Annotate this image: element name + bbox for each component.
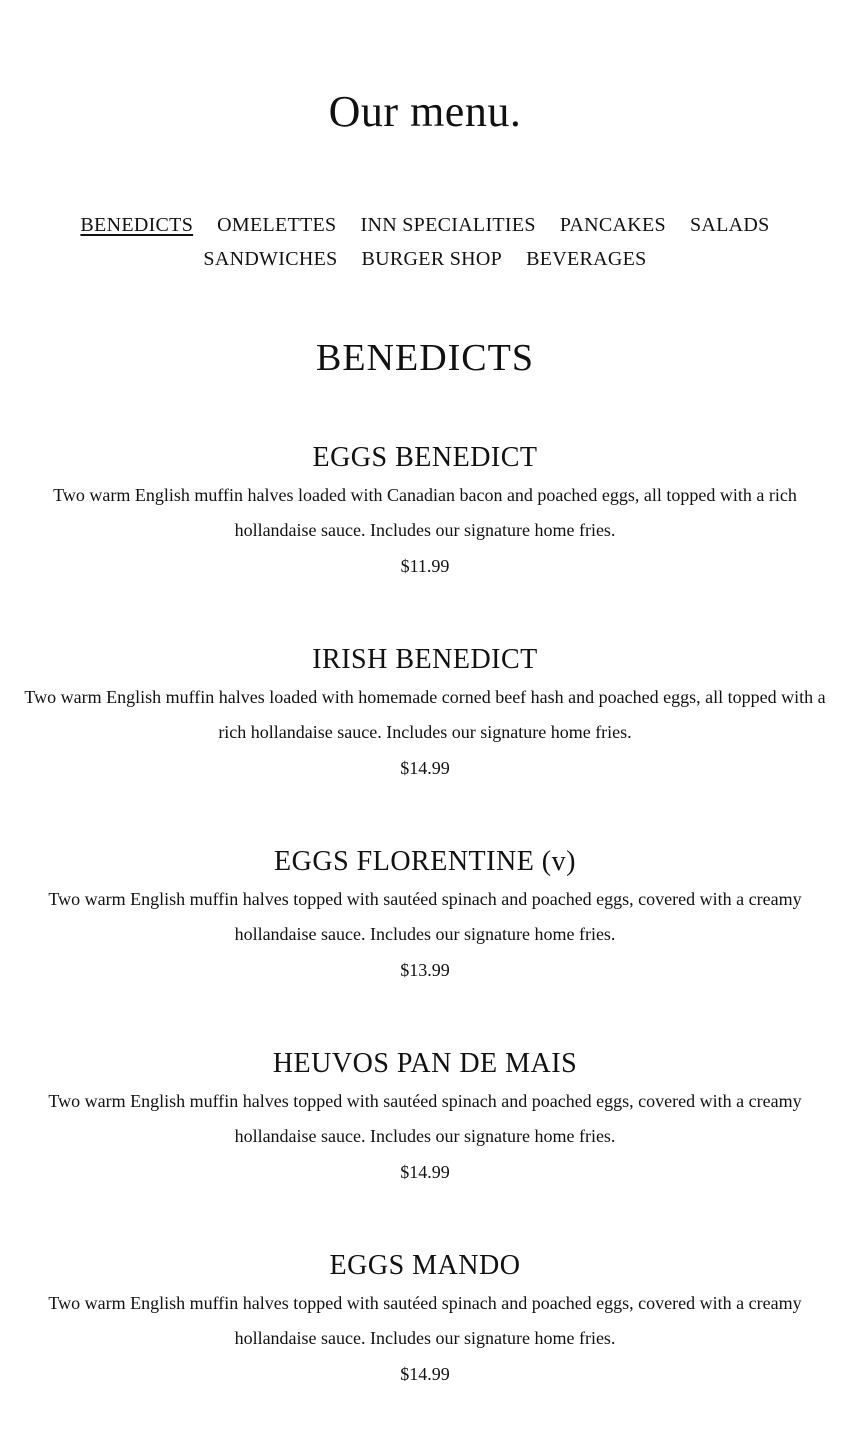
item-price: $11.99 — [400, 556, 450, 576]
nav-row-2 — [0, 242, 850, 276]
section-title: BENEDICTS — [316, 337, 534, 379]
item-name: HEUVOS PAN DE MAIS — [272, 1048, 578, 1079]
menu-item — [0, 1248, 850, 1450]
nav-link-omelettes[interactable]: OMELETTES — [217, 214, 337, 236]
menu-item — [0, 642, 850, 844]
menu-item — [0, 440, 850, 642]
nav-link-benedicts[interactable]: BENEDICTS — [80, 214, 194, 236]
item-description: Two warm English muffin halves topped with sautéed spinach and poached eggs, covered with a creamy hollandaise sauce. Includes our signature home fries. — [48, 889, 802, 944]
nav-row-1 — [0, 208, 850, 242]
item-price: $14.99 — [400, 1364, 450, 1384]
menu-items — [0, 440, 850, 1450]
nav-link-pancakes[interactable]: PANCAKES — [559, 214, 666, 236]
nav-link-burger-shop[interactable]: BURGER SHOP — [361, 248, 503, 270]
category-nav — [0, 208, 850, 276]
menu-item — [0, 844, 850, 1046]
menu-item — [0, 1046, 850, 1248]
item-name: EGGS FLORENTINE (v) — [274, 846, 576, 877]
item-description: Two warm English muffin halves loaded with homemade corned beef hash and poached eggs, all topped with a rich hollandaise sauce. Includes our signature home fries. — [24, 687, 826, 742]
nav-link-salads[interactable]: SALADS — [689, 214, 770, 236]
page-title: Our menu. — [328, 87, 522, 136]
nav-link-inn-specialities[interactable]: INN SPECIALITIES — [360, 214, 536, 236]
item-name: EGGS BENEDICT — [312, 442, 538, 473]
item-description: Two warm English muffin halves topped with sautéed spinach and poached eggs, covered with a creamy hollandaise sauce. Includes our signature home fries. — [48, 1091, 802, 1146]
nav-link-sandwiches[interactable]: SANDWICHES — [203, 248, 338, 270]
item-name: EGGS MANDO — [329, 1250, 521, 1281]
item-price: $14.99 — [400, 1162, 450, 1182]
item-price: $14.99 — [400, 758, 450, 778]
item-name: IRISH BENEDICT — [312, 644, 538, 675]
item-description: Two warm English muffin halves topped with sautéed spinach and poached eggs, covered with a creamy hollandaise sauce. Includes our signature home fries. — [48, 1293, 802, 1348]
item-price: $13.99 — [400, 960, 450, 980]
nav-link-beverages[interactable]: BEVERAGES — [526, 248, 647, 270]
item-description: Two warm English muffin halves loaded with Canadian bacon and poached eggs, all topped with a rich hollandaise sauce. Includes our signature home fries. — [53, 485, 797, 540]
